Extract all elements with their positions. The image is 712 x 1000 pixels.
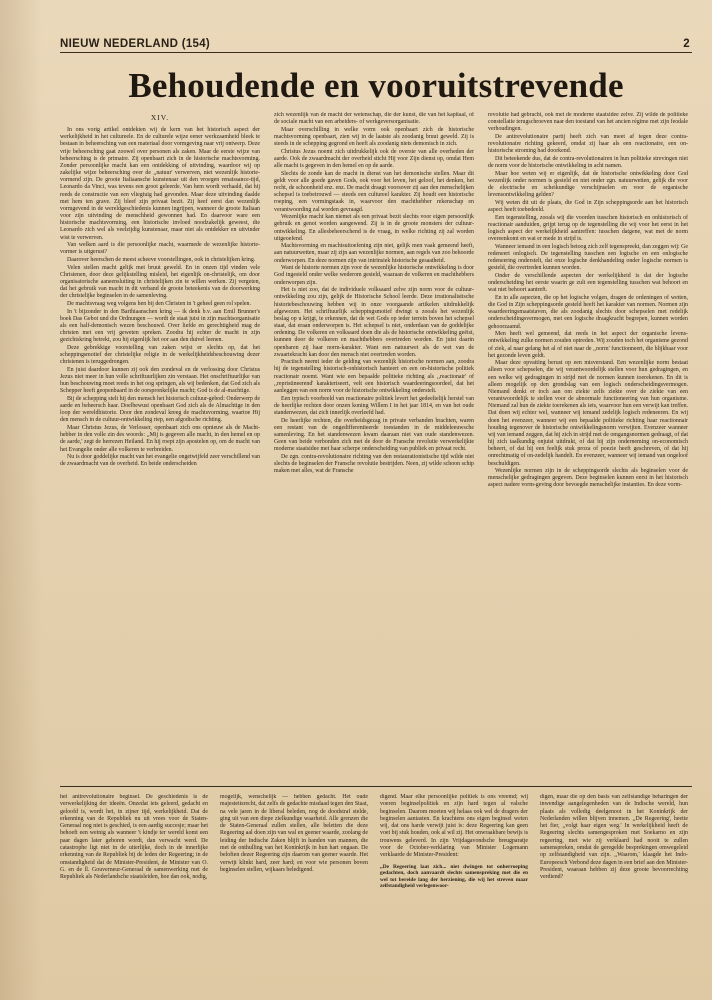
quoted-statement: ,,De Regeering laat zich... niet dwingen tot onherroeping gedachten, doch aanvaardt slechts samenspreking met die en wel tot bereide lang der herziening, die wij het streven maar zelfstandigheid verlegenwoor- [380,863,528,890]
article-column-2 [274,112,474,774]
article-body [60,112,688,774]
paragraph: Wij weten dit uit de plaats, die God in Zijn scheppingsorde aan het historisch aspect heeft toebedeeld. [488,199,688,214]
paragraph: Bij de schepping stelt hij den mensch het historisch cultuur-gebod: Onderwerp de aarde en beheersch haar. Doelbewust openbaart God zich als de Almachtige in den loop der wereldhistorie. Door den zondeval kreeg de machtsvorming, waartoe Hij den mensch in de cultuur-ontwikkeling riep, een afgodische richting. [60,395,260,424]
paragraph: Een tegenstelling, zooals wij die voorden tusschen historisch en onhistorisch of reactionair aanduiden, grijpt terug op de tegenstelling die wij voor het eerst in het logisch aspect der werkelijkheid aantreffen: tusschen datgene, wat met de norm overeenkomt en wat er mede in strijd is. [488,214,688,243]
paragraph: Maar deze opvatting berust op een misverstand. Een wezenlijke norm bestaat alleen voor schepselen, die wij verantwoordelijk stellen voor hun gedragingen, en een welke wij gedragingen in strijd met de normen kunnen toerekenen. En dit is alleen mogelijk op den grondslag van een logisch onderscheidingsvermogen. Niemand denkt er toch aan om ziekte zelfs ziekte over de ziekte van een verantwoordelijk te stellen voor de abnormale functioneering van hun organisme. Niemand zal hun de ziekte toerekenen als iets, waarvoor hun een verwijt kan treffen. Dat doen wij echter wel, wanneer wij iemand zedelijk logisch redeneeren. En wij doen het evenzeer, wanneer wij een bepaalde politieke richting haar reactionnair houding tegenover de historische ontwikkelingsnorm verwijten. Evenzeer wanneer wij van iemand zeggen, dat hij zich in strijd met de omgangsnormen gedraagt, of dat hij zich taalkundig onjuist uitdrukt, of dat hij zijn onderneming on-economisch beheert, of dat hij een feelijk stuk proza of poezie heeft geschreven, of dat hij onrechtmatig of on-zedelijk handelt. En evenzeer, wanneer wij iemand van ongeloof beschuldigen. [488,360,688,467]
article-title: Behoudende en vooruitstrevende [128,66,624,105]
paragraph: Een typisch voorbeeld van reactionaire politiek levert het gedeeltelijk herstel van de heerlijke rechten door onzen koning Willem I in het jaar 1814, en van het oude standenwezen, dat zich innerlijk overleefd had. [274,395,474,416]
article-column-1 [60,112,260,774]
paragraph: En juist daardoor kunnen zij ook den zondeval en de verlossing door Christus Jezus niet meer in hun volle schriftuurlijken zin verstaan. Het onschriftuurlijke van hun beschouwing moet reeds in het oog springen, als wij bedenken, dat God zich als Schepper heeft geopenbaard in de oorspronkelijke macht; God is de al-machtige. [60,366,260,395]
paragraph: Christus Jezus noemt zich uitdrukkelijk ook de overste van alle overheden der aarde. Ook de zwaardmacht der overheid sticht Hij voor Zijn dienst op, omdat Hem alle macht is gegeven in den hemel en op de aarde. [274,148,474,170]
paragraph: Slechts de zonde kan de macht in dienst van het demonische stellen. Maar dit geldt voor alle goede gaven Gods, ook voor het leven, het geloof, het denken, het recht, de schoonheid enz. enz. De macht draagt voorsover zij aan den menschelijken schepsel is toebetrouwd — steeds een cultureel karakter. Zij houdt een historische roeping, een vormingstaak in, waarvoor den machthebber rekenschap en verantwoording zal worden gevraagd. [274,170,474,213]
paragraph: Dit beteekende dus, dat de contra-revolutionairen in hun politieke strevingen niet de norm voor de historische ontwikkeling in acht namen. [488,155,688,170]
paragraph: Nu is door goddelijke macht van het evangelie ongetwijfeld zeer verschillend van de zwaardmacht van de overheid. En beide onderscheiden [60,454,260,468]
paragraph: het antirevolutionaire beginsel. De geschiedenis is de verwerkelijking der ideeën. Onzedat iets geleerd, gedacht en geloofd is, wordt het, in zijner tijd, werkelijkheid. Dat de erkenning van de Republiek nu uit vrees voor de Staten-Generaal nog niet is geschied, is een aardig succesje; maar het behoeft een weinig als wanneer 't kindje ter wereld komt een paar dagen later geboren wordt, dan verwacht werd. De catastrophe ligt niet in de uiterlijke, doch in de innerlijke erkenning van de Republiek bij de leden der Regeering; in de omstandigheid dat de Minister-President, de Minister van O. G. en de ll. Gouverneur-Generaal de samenwerking met de Republiek als Nederlandsche staatsleiden, hoe dan ook, nodig, [60,794,208,881]
paragraph: Onder de verschillende aspecten der werkelijkheid is dat der logische onderscheiding het eerste waarin ge zult een tegenstelling tusschen wat behoort en wat niet behoort aantreft. [488,272,688,294]
paragraph: Maar hoe weten wij er eigenlijk, dat de historische ontwikkeling door God wezenlijk onder normen is gesteld en niet onder zgn. natuurwetten, gelijk die voor de electrische en scheikundige verschijnselen en voor de organische levensontwikkeling gelden? [488,170,688,199]
lower-column-2 [220,794,368,984]
publication-name: NIEUW NEDERLAND (154) [60,38,211,50]
paragraph: Wezenlijke normen zijn in de scheppingsorde slechts als beginselen voor de menschelijke gedragingen gegeven. Deze beginselen kunnen eerst in het historisch aspect nadere vorm-geving door bevoegde menschelijke instanties. En deze vorm- [488,468,688,489]
paragraph: De heerlijke rechten, die overheidsgezag in private verbanden brachten, waren een restant van de ongedifferentieerde toestanden in de middeleeuwsche samenleving. En het standenwezen kwam daaraan niet van oude standenwezen. Geen van beide verbonden zich met de door de Fransche revolutie verwerkelijkte moderne staatsidee met haar scherpe onderscheiding van publiek en privaat recht. [274,417,474,453]
paragraph: In 't bijzonder in den Barthiaanschen kring — ik denk b.v. aan Emil Brunner's boek Das Gebot und die Ordnungen — wordt de staat juist in zijn machtsorganisatie als een half-demonisch wezen beschouwd. Over liefde en gerechtigheid mag de christen met een vrij geweten spreken. Zoodra hij echter de macht in zijn gezichtskring betrekt, zou hij eigenlijk het oor aan den duivel leenen. [60,308,260,344]
paragraph: Men heeft wel gemeend, dat reeds in het aspect der organische levens-ontwikkeling zulke normen zouden optreden. Wij zouden toch het organisme gezond of ziek, al naar gelang het al of niet naar de ,,norm' functionneert, die blijkbaar voor het gezonde leven geldt. [488,331,688,359]
section-number: XIV. [150,113,170,122]
page-number: 2 [683,38,690,50]
lower-column-1 [60,794,208,984]
paragraph: Want de historie normen zijn voor de wezenlijke historische ontwikkeling is door God ingesteld onder welke wederom gesteld, waaraan de volkeren en machthebbers onderworpen zijn. [274,265,474,286]
lower-column-4 [540,794,688,984]
paragraph: Wezenlijke macht kan niemet als een privaat bezit slechts voor eigen persoonlijk gebruik en genot worden aangewend. Zij is in de groote monsters der cultuur-ontwikkeling. En allesbeheerschend is de vraag, in welke richting zij zal worden uitgeoefend. [274,214,474,242]
masthead [60,30,690,50]
paragraph: digend. Maar elke persoonlijke politiek is ons vreemd; wij voeren beginselpolitiek en zijn hard tegen al valsche beginselen. Daarom moeten wij helaas ook wel de dragers der beginselen aantasten. En krachtens ons eigen beginsel weten wij, dat ons harde verwijt juist is: deze Regeering kan geen voet bij stuk houden, ook al wil zij. Het onwraakbare bewijs is trouwens geleverd. In zijn Vrijdagavondsche breugparatje voor de October-verklaring van Minister Logemann verklaarde de Minister-President: [380,794,528,859]
paragraph: Maar Christus Jezus, de Verlosser, openbaart zich ons opnieuw als de Macht-hebber in den volle zin des woords: ,,Mij is gegeven alle macht, in den hemel en op de aarde,' zegt de herrezen Heiland. En hij roept zijn apostelen op, om de macht van het Evangelie onder alle volkeren te verbreiden. [60,425,260,453]
paragraph: revolutie had gebracht, ook met de moderne staatsidee zelve. Zij wilde de politieke constellatie terugschroeven naar den toestand van het ancien régime met zijn feodale verhoudingen. [488,112,688,133]
paragraph: zich wezenlijk van de macht der wetenschap, die der kunst, die van het kapitaal, of de sociale macht van een arbeiders- of werkgeversorganisatie. [274,112,474,126]
paragraph: mogelijk, wenschelijk — hebben gedacht. Het oude majesteitsrecht, dat zelfs de gedachte misdaad tegen den Staat, na vele jaren in de liberal beleden, nog de doodstraf stelde, ging uit van een diepe zielkundige waarheid. Alle grenzen die de Staten-Generaal zullen stellen, alle beletten die deze Regeering aal doen zijn van wal en geener waarde, zoolang de leiding der Indische Zaken blijft in handen van mannen, die met de onthulling van het Koninkrijk in hun hart ongaan. De beloften dezer Regeering zijn daarom van geener waarde. Het verwijt klinkt hard, zeer hard; en voor wie personen boven beginselen stellen, wijkaars beledigend. [220,794,368,873]
paragraph: digen, maar die op den basis van zelfstandige beharingen der inwendige aangelegenheden van de Indische wereld, hun plaats als volledig deelgenoot in het Koninkrijk der Nederlanden willen blijven innemen. ,,De Regeering', heette het fier, ,,volgt haar eigen weg.' In werkelijkheid heeft de Regeering slechts samengesproken met Soekarno en zijn regeering, met wie zij verklaard had nooit te zullen samenspreken, omdat de geregelde besprekingen omwegeleid op zelfstandigheid van zijn. ,,Waarom,' klaagde het Indo-Europeesch Verbond deze dagen in een brief aan den Minister-President, waaraan hebben zij deze groote bevoorrechting verdiend? [540,794,688,881]
paragraph: De zgn. contra-revolutionaire richting van den restaurationistische tijd wilde niet slechts de beginselen der Fransche revolutie bestrijden. Neen, zij wilde schoon schip maken met alles, wat de Fransche [274,453,474,475]
section-divider [60,786,692,787]
paragraph: De machtsvraag weg volgens hen bij den Christen in 't geheel geen rol spelen. [67,300,251,307]
lower-column-3 [380,794,528,984]
paragraph: Practisch neemt ieder de gelding van wezenlijk historische normen aan, zoodra hij de tegenstelling historisch-onhistorisch hanteert en een on-historische politiek reactionair noemt. Want wie een bepaalde politieke richting als ,,reactionair' of ,,repristineerend' karakteriseert, velt een historisch waardeeringsoordeel, dat het aanleggen van een norm voor de historische ontwikkeling onderstelt. [274,359,474,394]
paragraph: Daarover heerschen de meest scheeve voorstellingen, ook in christelijken kring. [67,256,256,263]
page-fold-shadow [0,0,42,1000]
paragraph: In ons vorig artikel ontdekten wij de kern van het historisch aspect der werkelijkheid in het cultureele. En de culturele wijze eener werkzaamheid bleek te bestaan in beheersching van een materiaal door vormgeving naar vrij ontwerp. Deze vrije beheersching gaat zoowel over personen als zaken. Maar de eerste wijze van beheersching is de primaire. Zij openbaart zich in de historische machtsvorming. Zonder persoonlijke macht kan een ontdekking of uitvinding, waardoor wij op zakelijke wijze beheersching over de ,,natuur' verwerven, niet wezenlijk historie-vormend zijn. De groote Italiaansche kunstenaar uit den vroegen renaissance-tijd, Leonardo da Vinci, was tevens een groot geleerde. Van hem wordt verhaald, dat hij reeds de constructie van een vliegtuig had gevonden. Maar deze uitvinding daalde met hem ten grave. Zij bleef zijn privaat bezit. Zij heef eerst dan wezenlijk vormgevend in de wereldgeschiedenis kunnen ingrijpen, wanneer de groote Italiaan voor zijn uitvinding de menschheid gewonnen had. En daarvoor ware een historische machtsvorming, een historische invloed noodzakelijk geweest, die Leonardo zich wel als veelzijdig kunstenaar, maar niet als ontdekker en uitvinder wist te verwerven. [60,127,260,241]
paragraph: En in alle aspecten, die op het logische volgen, dragen de ordeningen of wetten, die God in Zijn scheppingsorde gesteld heeft het karakter van normen. Normen zijn waardeeringsmaatstaven, die als zoodanig slechts door schepselen met redelijk onderscheidingsvermogen, met een logische draagkracht begrepen, kunnen worden gehoorzaamd. [488,294,688,330]
lower-article [60,794,688,984]
paragraph: Van welken aard is die persoonlijke macht, waarmede de wezenlijke historie-vormer is uitgerust? [60,242,260,256]
paragraph: De antirevolutionaire partij heeft zich van meet af tegen deze contra-revolutionaire richting gekeerd, omdat zij haar als een reactionaire, een on-historische stroming had doorkend. [488,133,688,155]
paragraph: Het is niet zoo, dat de individuele volksaard zelve zijn norm voor de cultuur-ontwikkeling zou zijn, gelijk de Historische School leerde. Deze irrationalistische historiebeschouwing hebben wij in onze voorgaande artikelen uitdrukkelijk afgewezen. Het schriftuurlijk scheppingsmotief dwingt u zooals het wezenlijk beslag op u krijgt, te erkennen, dat de wet Gods op ieder terrein boven het schepsel staat, dat eraan onderworpen is. Het schepsel is niet, onderdaan van de goddelijke ordening. De volkeren en volksaard doen die als de historische ontwikkeling geëist, kunnen door de volkeren en machthebbers overtreden worden. En juist daarin openbaren zij haar norm-karakter. Want een natuurwet als de wet van de zwaartekracht kan door den mensch niet overtreden worden. [274,287,474,358]
paragraph: Maar overschilling in welke vorm ook openbaart zich de historische machtsvorming openbaart, zien wij in de laatste als zoodanig bruut geweld. Zij is steeds in de schepping gegrond en heeft als zoodanig niets demonisch in zich. [274,126,474,148]
paragraph: Machtsvorming en machtsuitoefening zijn niet, gelijk men vaak gemeend heeft, aan natuurwetten, maar zij zijn aan wezenlijke normen, aan regels van zoo behoorde onderworpen. En deze normen zijn van intrinsiek historische gesaatheid. [274,243,474,264]
paragraph: Deze gebrekkige voorstelling van zaken wijst er slechts op, dat het scheppingsmotief der christelijke religie in de werkelijkheidsbeschouwing dezer christenen is teruggedrongen. [60,344,260,366]
paragraph: Wanneer iemand in een logisch betoog zich zelf tegenspreekt, dan zeggen wij: Ge redeneert onlogisch. De tegenstelling tusschen een logische en een onlogische redeneering onderstelt, dat onze logische denkhandeling onder logische normen is gesteld, die overtreden kunnen worden. [488,243,688,272]
article-column-3 [488,112,688,774]
paragraph: Velen stellen macht gelijk met bruut geweld. En in onzen tijd vinden vele Christenen, door deze gelijkstelling misleid, het eigenlijk on-christelijk, om door organisatorische aaneensluiting in christelijken zin te willen werken. Zij vergeten, dat het gebruik van macht in dit verband de groote beteekenis van de doorwerking der christelijke beginselen in de samenleving. [60,264,260,300]
masthead-rule [60,52,692,53]
